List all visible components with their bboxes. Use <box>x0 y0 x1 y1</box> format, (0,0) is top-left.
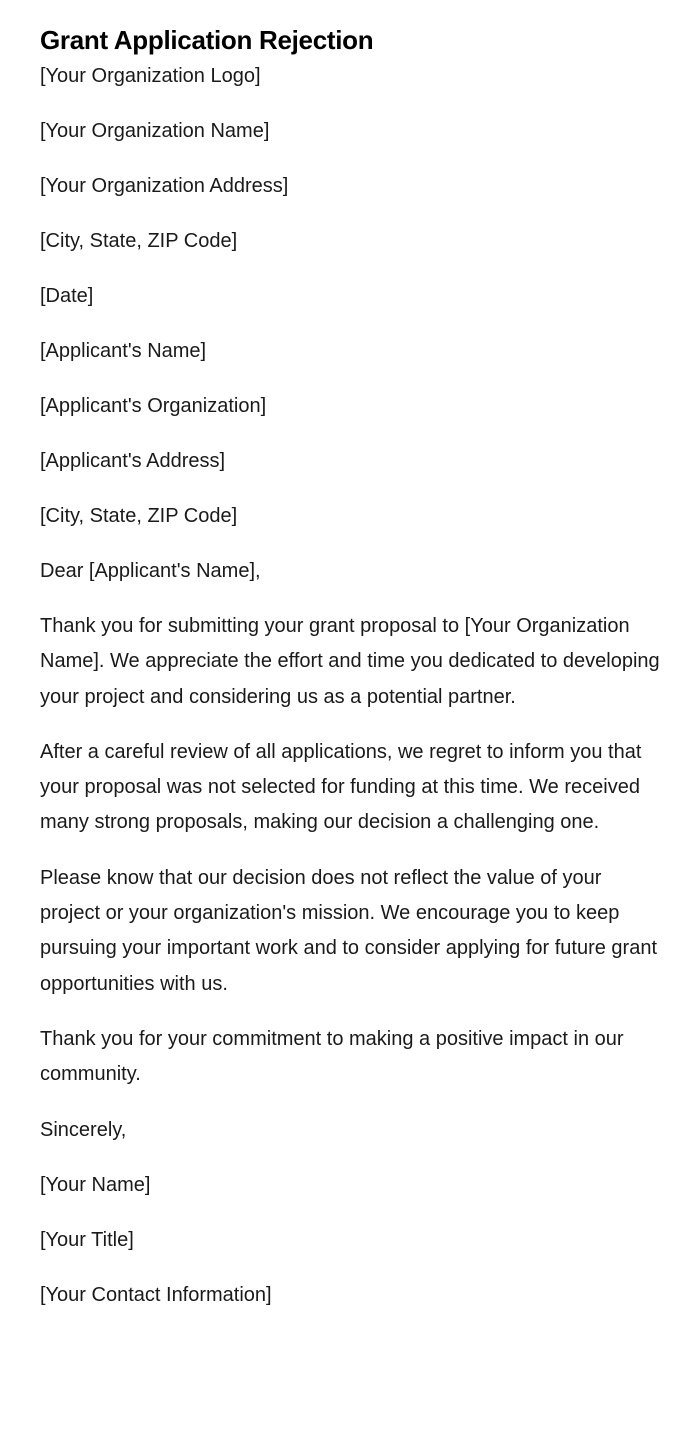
page-title: Grant Application Rejection <box>40 25 374 55</box>
signature-title: [Your Title] <box>40 1228 134 1251</box>
recipient-name: [Applicant's Name] <box>40 340 207 362</box>
sender-address: [Your Organization Address] <box>40 175 289 197</box>
sender-city-state-zip: [City, State, ZIP Code] <box>40 230 238 252</box>
signature-name: [Your Name] <box>40 1173 151 1196</box>
recipient-organization: [Applicant's Organization] <box>40 395 267 417</box>
recipient-address: [Applicant's Address] <box>40 450 226 472</box>
sender-name: [Your Organization Name] <box>40 120 270 142</box>
letter-date: [Date] <box>40 285 94 307</box>
body-paragraph-2: After a careful review of all applications, we regret to inform you that your proposal was not selected for funding at this time. We received many strong proposals, making our decision a challenging one. <box>40 740 642 834</box>
sender-logo-placeholder: [Your Organization Logo] <box>40 65 261 87</box>
closing: Sincerely, <box>40 1118 127 1141</box>
salutation: Dear [Applicant's Name], <box>40 560 261 582</box>
body-paragraph-1: Thank you for submitting your grant proposal to [Your Organization Name]. We appreciate the effort and time you dedicated to developing your project and considering us as a potential partner. <box>40 615 660 708</box>
recipient-city-state-zip: [City, State, ZIP Code] <box>40 505 238 527</box>
body-paragraph-3: Please know that our decision does not reflect the value of your project or your organization's mission. We encourage you to keep pursuing your important work and to consider applying for future grant opportunities with us. <box>40 866 658 995</box>
body-paragraph-4: Thank you for your commitment to making a positive impact in our community. <box>40 1027 624 1086</box>
signature-contact: [Your Contact Information] <box>40 1283 272 1306</box>
